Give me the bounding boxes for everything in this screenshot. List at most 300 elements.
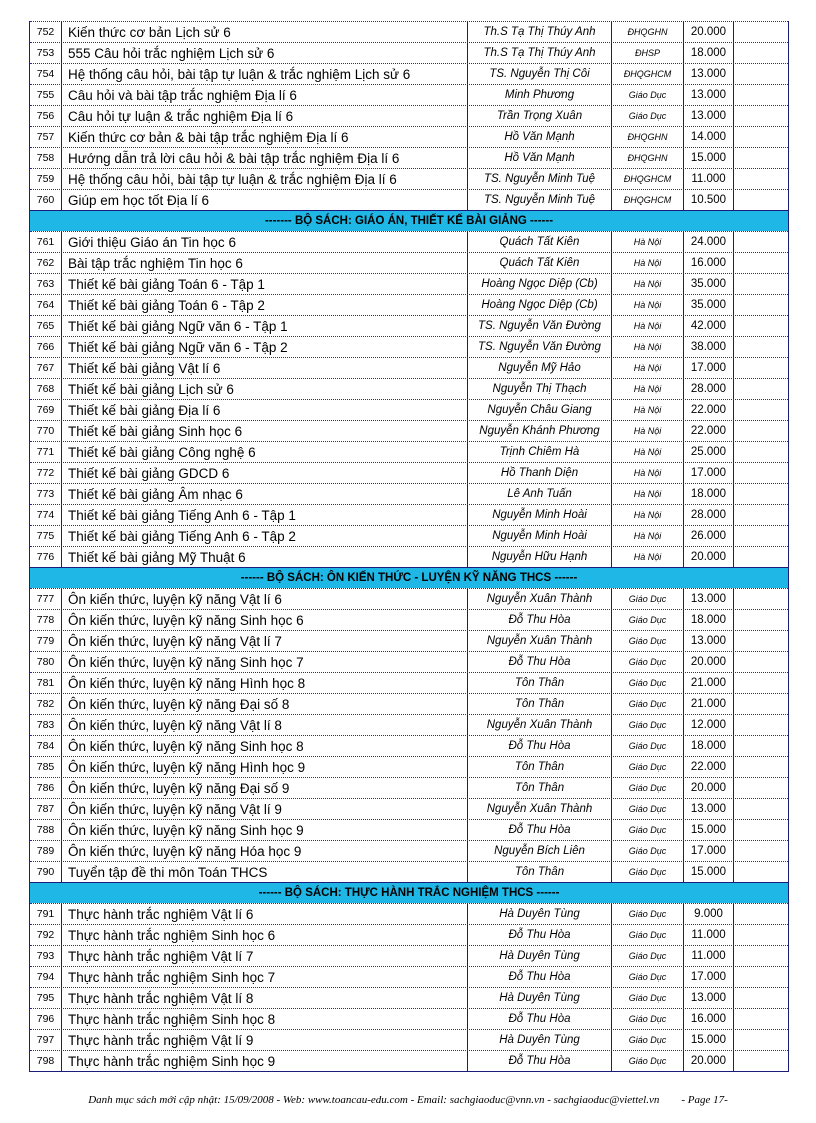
book-publisher: Hà Nội bbox=[612, 505, 684, 525]
row-number: 787 bbox=[30, 799, 62, 819]
table-row bbox=[30, 1008, 788, 1029]
book-price: 20.000 bbox=[684, 547, 734, 567]
table-row bbox=[30, 651, 788, 672]
book-title: Kiến thức cơ bản & bài tập trắc nghiệm Địa lí 6 bbox=[62, 127, 468, 147]
book-author: Tôn Thân bbox=[468, 757, 612, 777]
order-quantity-cell bbox=[734, 988, 788, 1008]
row-number: 761 bbox=[30, 232, 62, 252]
book-publisher: Giáo Dục bbox=[612, 715, 684, 735]
book-publisher: Giáo Dục bbox=[612, 925, 684, 945]
book-title: Bài tập trắc nghiệm Tin học 6 bbox=[62, 253, 468, 273]
book-author: Đỗ Thu Hòa bbox=[468, 967, 612, 987]
book-author: Quách Tất Kiên bbox=[468, 253, 612, 273]
order-quantity-cell bbox=[734, 148, 788, 168]
book-price: 17.000 bbox=[684, 967, 734, 987]
book-publisher: ĐHQGHN bbox=[612, 22, 684, 42]
book-publisher: Giáo Dục bbox=[612, 841, 684, 861]
book-title: Thiết kế bài giảng Mỹ Thuật 6 bbox=[62, 547, 468, 567]
book-publisher: ĐHQGHCM bbox=[612, 190, 684, 210]
book-price: 20.000 bbox=[684, 652, 734, 672]
book-price: 15.000 bbox=[684, 862, 734, 882]
book-price: 18.000 bbox=[684, 43, 734, 63]
row-number: 797 bbox=[30, 1030, 62, 1050]
book-price: 13.000 bbox=[684, 589, 734, 609]
book-author: Đỗ Thu Hòa bbox=[468, 1009, 612, 1029]
book-author: TS. Nguyễn Thị Côi bbox=[468, 64, 612, 84]
row-number: 765 bbox=[30, 316, 62, 336]
book-publisher: Giáo Dục bbox=[612, 631, 684, 651]
book-publisher: Hà Nội bbox=[612, 379, 684, 399]
book-author: Trần Trọng Xuân bbox=[468, 106, 612, 126]
book-price: 11.000 bbox=[684, 925, 734, 945]
book-price: 18.000 bbox=[684, 610, 734, 630]
order-quantity-cell bbox=[734, 484, 788, 504]
book-publisher: Giáo Dục bbox=[612, 610, 684, 630]
order-quantity-cell bbox=[734, 757, 788, 777]
book-publisher: Giáo Dục bbox=[612, 589, 684, 609]
order-quantity-cell bbox=[734, 22, 788, 42]
book-price: 12.000 bbox=[684, 715, 734, 735]
book-title: Thiết kế bài giảng GDCD 6 bbox=[62, 463, 468, 483]
row-number: 753 bbox=[30, 43, 62, 63]
book-publisher: Giáo Dục bbox=[612, 652, 684, 672]
book-title: Hệ thống câu hỏi, bài tập tự luận & trắc nghiệm Địa lí 6 bbox=[62, 169, 468, 189]
table-row bbox=[30, 273, 788, 294]
table-row bbox=[30, 966, 788, 987]
book-title: Thực hành trắc nghiệm Sinh học 6 bbox=[62, 925, 468, 945]
order-quantity-cell bbox=[734, 64, 788, 84]
table-row bbox=[30, 714, 788, 735]
book-title: Ôn kiến thức, luyện kỹ năng Hóa học 9 bbox=[62, 841, 468, 861]
row-number: 790 bbox=[30, 862, 62, 882]
book-title: Ôn kiến thức, luyện kỹ năng Vật lí 9 bbox=[62, 799, 468, 819]
book-price: 21.000 bbox=[684, 694, 734, 714]
book-publisher: ĐHSP bbox=[612, 43, 684, 63]
row-number: 785 bbox=[30, 757, 62, 777]
book-publisher: Giáo Dục bbox=[612, 862, 684, 882]
order-quantity-cell bbox=[734, 631, 788, 651]
row-number: 794 bbox=[30, 967, 62, 987]
table-row bbox=[30, 840, 788, 861]
row-number: 759 bbox=[30, 169, 62, 189]
book-publisher: Giáo Dục bbox=[612, 85, 684, 105]
row-number: 770 bbox=[30, 421, 62, 441]
table-row bbox=[30, 63, 788, 84]
book-author: Hồ Văn Mạnh bbox=[468, 127, 612, 147]
book-author: Tôn Thân bbox=[468, 694, 612, 714]
book-title: Ôn kiến thức, luyện kỹ năng Hình học 8 bbox=[62, 673, 468, 693]
book-publisher: Hà Nội bbox=[612, 463, 684, 483]
order-quantity-cell bbox=[734, 547, 788, 567]
table-row bbox=[30, 735, 788, 756]
book-author: Nguyễn Xuân Thành bbox=[468, 799, 612, 819]
table-row bbox=[30, 609, 788, 630]
book-publisher: Hà Nội bbox=[612, 274, 684, 294]
book-author: Trịnh Chiêm Hà bbox=[468, 442, 612, 462]
book-price: 17.000 bbox=[684, 358, 734, 378]
row-number: 767 bbox=[30, 358, 62, 378]
book-title: Thiết kế bài giảng Vật lí 6 bbox=[62, 358, 468, 378]
book-price: 38.000 bbox=[684, 337, 734, 357]
page-number: - Page 17- bbox=[681, 1094, 728, 1106]
row-number: 786 bbox=[30, 778, 62, 798]
book-price: 22.000 bbox=[684, 757, 734, 777]
table-row bbox=[30, 399, 788, 420]
row-number: 778 bbox=[30, 610, 62, 630]
book-title: Thiết kế bài giảng Ngữ văn 6 - Tập 1 bbox=[62, 316, 468, 336]
book-title: Ôn kiến thức, luyện kỹ năng Sinh học 7 bbox=[62, 652, 468, 672]
order-quantity-cell bbox=[734, 337, 788, 357]
order-quantity-cell bbox=[734, 400, 788, 420]
table-row bbox=[30, 777, 788, 798]
row-number: 796 bbox=[30, 1009, 62, 1029]
table-row bbox=[30, 672, 788, 693]
book-author: TS. Nguyễn Minh Tuệ bbox=[468, 169, 612, 189]
row-number: 776 bbox=[30, 547, 62, 567]
book-publisher: Giáo Dục bbox=[612, 1051, 684, 1071]
book-author: Hoàng Ngọc Diệp (Cb) bbox=[468, 295, 612, 315]
book-price: 21.000 bbox=[684, 673, 734, 693]
order-quantity-cell bbox=[734, 946, 788, 966]
table-row bbox=[30, 798, 788, 819]
book-price: 9.000 bbox=[684, 904, 734, 924]
book-title: Thực hành trắc nghiệm Sinh học 9 bbox=[62, 1051, 468, 1071]
book-author: Nguyễn Xuân Thành bbox=[468, 589, 612, 609]
book-price: 11.000 bbox=[684, 946, 734, 966]
row-number: 755 bbox=[30, 85, 62, 105]
book-title: Hướng dẫn trả lời câu hỏi & bài tập trắc nghiệm Địa lí 6 bbox=[62, 148, 468, 168]
book-title: 555 Câu hỏi trắc nghiệm Lịch sử 6 bbox=[62, 43, 468, 63]
book-publisher: Hà Nội bbox=[612, 253, 684, 273]
row-number: 773 bbox=[30, 484, 62, 504]
book-publisher: Giáo Dục bbox=[612, 946, 684, 966]
table-row bbox=[30, 756, 788, 777]
order-quantity-cell bbox=[734, 673, 788, 693]
book-price: 13.000 bbox=[684, 106, 734, 126]
book-price: 22.000 bbox=[684, 400, 734, 420]
book-author: Đỗ Thu Hòa bbox=[468, 652, 612, 672]
order-quantity-cell bbox=[734, 190, 788, 210]
book-publisher: Hà Nội bbox=[612, 358, 684, 378]
order-quantity-cell bbox=[734, 799, 788, 819]
book-publisher: Giáo Dục bbox=[612, 1009, 684, 1029]
row-number: 774 bbox=[30, 505, 62, 525]
table-row bbox=[30, 987, 788, 1008]
book-publisher: Hà Nội bbox=[612, 442, 684, 462]
book-title: Thiết kế bài giảng Âm nhạc 6 bbox=[62, 484, 468, 504]
row-number: 758 bbox=[30, 148, 62, 168]
book-price: 28.000 bbox=[684, 379, 734, 399]
table-row bbox=[30, 588, 788, 609]
book-author: Th.S Tạ Thị Thúy Anh bbox=[468, 22, 612, 42]
row-number: 762 bbox=[30, 253, 62, 273]
row-number: 779 bbox=[30, 631, 62, 651]
book-price: 13.000 bbox=[684, 85, 734, 105]
book-publisher: ĐHQGHCM bbox=[612, 169, 684, 189]
book-title: Thiết kế bài giảng Ngữ văn 6 - Tập 2 bbox=[62, 337, 468, 357]
book-author: Nguyễn Mỹ Hảo bbox=[468, 358, 612, 378]
row-number: 768 bbox=[30, 379, 62, 399]
row-number: 760 bbox=[30, 190, 62, 210]
table-row bbox=[30, 315, 788, 336]
book-author: TS. Nguyễn Văn Đường bbox=[468, 316, 612, 336]
book-title: Ôn kiến thức, luyện kỹ năng Đại số 8 bbox=[62, 694, 468, 714]
book-publisher: Giáo Dục bbox=[612, 904, 684, 924]
book-publisher: Giáo Dục bbox=[612, 967, 684, 987]
book-author: Nguyễn Châu Giang bbox=[468, 400, 612, 420]
book-title: Ôn kiến thức, luyện kỹ năng Vật lí 7 bbox=[62, 631, 468, 651]
row-number: 752 bbox=[30, 22, 62, 42]
book-price: 13.000 bbox=[684, 988, 734, 1008]
order-quantity-cell bbox=[734, 463, 788, 483]
book-title: Thiết kế bài giảng Toán 6 - Tập 1 bbox=[62, 274, 468, 294]
book-publisher: Hà Nội bbox=[612, 295, 684, 315]
book-title: Ôn kiến thức, luyện kỹ năng Hình học 9 bbox=[62, 757, 468, 777]
row-number: 792 bbox=[30, 925, 62, 945]
table-row bbox=[30, 504, 788, 525]
book-price: 13.000 bbox=[684, 799, 734, 819]
book-price: 35.000 bbox=[684, 295, 734, 315]
order-quantity-cell bbox=[734, 736, 788, 756]
book-author: Hồ Văn Mạnh bbox=[468, 148, 612, 168]
table-row bbox=[30, 441, 788, 462]
book-publisher: Hà Nội bbox=[612, 547, 684, 567]
book-title: Thiết kế bài giảng Tiếng Anh 6 - Tập 1 bbox=[62, 505, 468, 525]
order-quantity-cell bbox=[734, 652, 788, 672]
book-price: 42.000 bbox=[684, 316, 734, 336]
book-title: Hệ thống câu hỏi, bài tập tự luận & trắc nghiệm Lịch sử 6 bbox=[62, 64, 468, 84]
book-price: 11.000 bbox=[684, 169, 734, 189]
book-price: 20.000 bbox=[684, 778, 734, 798]
order-quantity-cell bbox=[734, 85, 788, 105]
order-quantity-cell bbox=[734, 295, 788, 315]
book-title: Ôn kiến thức, luyện kỹ năng Vật lí 8 bbox=[62, 715, 468, 735]
row-number: 777 bbox=[30, 589, 62, 609]
order-quantity-cell bbox=[734, 253, 788, 273]
book-author: Lê Anh Tuấn bbox=[468, 484, 612, 504]
book-author: Nguyễn Xuân Thành bbox=[468, 631, 612, 651]
book-author: Tôn Thân bbox=[468, 673, 612, 693]
order-quantity-cell bbox=[734, 1009, 788, 1029]
book-publisher: Giáo Dục bbox=[612, 673, 684, 693]
book-publisher: Hà Nội bbox=[612, 316, 684, 336]
book-author: Nguyễn Khánh Phương bbox=[468, 421, 612, 441]
order-quantity-cell bbox=[734, 841, 788, 861]
book-author: Đỗ Thu Hòa bbox=[468, 925, 612, 945]
book-publisher: Giáo Dục bbox=[612, 757, 684, 777]
book-price: 15.000 bbox=[684, 1030, 734, 1050]
table-row bbox=[30, 126, 788, 147]
row-number: 789 bbox=[30, 841, 62, 861]
book-title: Thiết kế bài giảng Địa lí 6 bbox=[62, 400, 468, 420]
order-quantity-cell bbox=[734, 862, 788, 882]
table-row bbox=[30, 336, 788, 357]
book-price: 13.000 bbox=[684, 64, 734, 84]
order-quantity-cell bbox=[734, 316, 788, 336]
book-author: Nguyễn Minh Hoài bbox=[468, 526, 612, 546]
book-title: Thiết kế bài giảng Công nghệ 6 bbox=[62, 442, 468, 462]
row-number: 780 bbox=[30, 652, 62, 672]
book-author: Nguyễn Hữu Hạnh bbox=[468, 547, 612, 567]
book-title: Giới thiệu Giáo án Tin học 6 bbox=[62, 232, 468, 252]
book-publisher: ĐHQGHN bbox=[612, 127, 684, 147]
book-author: Hoàng Ngọc Diệp (Cb) bbox=[468, 274, 612, 294]
order-quantity-cell bbox=[734, 694, 788, 714]
book-price: 28.000 bbox=[684, 505, 734, 525]
table-row bbox=[30, 168, 788, 189]
row-number: 798 bbox=[30, 1051, 62, 1071]
book-publisher: Giáo Dục bbox=[612, 736, 684, 756]
order-quantity-cell bbox=[734, 1051, 788, 1071]
book-title: Thiết kế bài giảng Sinh học 6 bbox=[62, 421, 468, 441]
book-author: Nguyễn Minh Hoài bbox=[468, 505, 612, 525]
book-price: 10.500 bbox=[684, 190, 734, 210]
page-footer bbox=[0, 1094, 816, 1106]
order-quantity-cell bbox=[734, 925, 788, 945]
row-number: 784 bbox=[30, 736, 62, 756]
book-publisher: Hà Nội bbox=[612, 337, 684, 357]
order-quantity-cell bbox=[734, 715, 788, 735]
order-quantity-cell bbox=[734, 589, 788, 609]
row-number: 793 bbox=[30, 946, 62, 966]
row-number: 795 bbox=[30, 988, 62, 1008]
book-author: Đỗ Thu Hòa bbox=[468, 736, 612, 756]
book-author: Nguyễn Thị Thạch bbox=[468, 379, 612, 399]
order-quantity-cell bbox=[734, 442, 788, 462]
book-title: Câu hỏi tự luận & trắc nghiệm Địa lí 6 bbox=[62, 106, 468, 126]
table-row bbox=[30, 84, 788, 105]
section-header: ------- BỘ SÁCH: GIÁO ÁN, THIẾT KẾ BÀI GIẢNG ------ bbox=[30, 210, 788, 231]
book-publisher: Giáo Dục bbox=[612, 1030, 684, 1050]
book-price: 20.000 bbox=[684, 1051, 734, 1071]
table-row bbox=[30, 357, 788, 378]
section-header: ------ BỘ SÁCH: THỰC HÀNH TRẮC NGHIỆM THCS ------ bbox=[30, 882, 788, 903]
book-title: Kiến thức cơ bản Lịch sử 6 bbox=[62, 22, 468, 42]
table-row bbox=[30, 189, 788, 210]
book-author: Hà Duyên Tùng bbox=[468, 904, 612, 924]
book-price: 18.000 bbox=[684, 484, 734, 504]
book-author: Th.S Tạ Thị Thúy Anh bbox=[468, 43, 612, 63]
row-number: 771 bbox=[30, 442, 62, 462]
book-author: Hồ Thanh Diện bbox=[468, 463, 612, 483]
table-row bbox=[30, 693, 788, 714]
table-row bbox=[30, 819, 788, 840]
book-title: Ôn kiến thức, luyện kỹ năng Sinh học 9 bbox=[62, 820, 468, 840]
book-author: Hà Duyên Tùng bbox=[468, 1030, 612, 1050]
book-title: Ôn kiến thức, luyện kỹ năng Vật lí 6 bbox=[62, 589, 468, 609]
book-price: 25.000 bbox=[684, 442, 734, 462]
order-quantity-cell bbox=[734, 274, 788, 294]
book-publisher: ĐHQGHN bbox=[612, 148, 684, 168]
book-title: Thực hành trắc nghiệm Sinh học 8 bbox=[62, 1009, 468, 1029]
table-row bbox=[30, 945, 788, 966]
book-catalog-table bbox=[29, 21, 789, 1072]
book-title: Câu hỏi và bài tập trắc nghiệm Địa lí 6 bbox=[62, 85, 468, 105]
order-quantity-cell bbox=[734, 232, 788, 252]
book-author: Quách Tất Kiên bbox=[468, 232, 612, 252]
book-author: Đỗ Thu Hòa bbox=[468, 610, 612, 630]
book-author: Nguyễn Bích Liên bbox=[468, 841, 612, 861]
book-price: 17.000 bbox=[684, 841, 734, 861]
table-row bbox=[30, 525, 788, 546]
book-author: Nguyễn Xuân Thành bbox=[468, 715, 612, 735]
book-title: Thực hành trắc nghiệm Vật lí 6 bbox=[62, 904, 468, 924]
book-author: Tôn Thân bbox=[468, 778, 612, 798]
book-publisher: Hà Nội bbox=[612, 421, 684, 441]
row-number: 772 bbox=[30, 463, 62, 483]
table-row bbox=[30, 21, 788, 42]
book-publisher: Giáo Dục bbox=[612, 694, 684, 714]
table-row bbox=[30, 231, 788, 252]
row-number: 754 bbox=[30, 64, 62, 84]
table-row bbox=[30, 420, 788, 441]
table-row bbox=[30, 924, 788, 945]
row-number: 788 bbox=[30, 820, 62, 840]
book-title: Ôn kiến thức, luyện kỹ năng Sinh học 8 bbox=[62, 736, 468, 756]
table-row bbox=[30, 483, 788, 504]
order-quantity-cell bbox=[734, 421, 788, 441]
book-author: Hà Duyên Tùng bbox=[468, 946, 612, 966]
table-row bbox=[30, 378, 788, 399]
footer-text: Danh mục sách mới cập nhật: 15/09/2008 - Web: www.toancau-edu.com - Email: sachgiaoduc@vnn.vn - sachgiaoduc@viettel.vn bbox=[88, 1094, 660, 1106]
table-row bbox=[30, 294, 788, 315]
book-author: Minh Phương bbox=[468, 85, 612, 105]
book-title: Ôn kiến thức, luyện kỹ năng Sinh học 6 bbox=[62, 610, 468, 630]
book-price: 22.000 bbox=[684, 421, 734, 441]
book-publisher: Giáo Dục bbox=[612, 988, 684, 1008]
book-price: 17.000 bbox=[684, 463, 734, 483]
book-author: TS. Nguyễn Minh Tuệ bbox=[468, 190, 612, 210]
order-quantity-cell bbox=[734, 1030, 788, 1050]
order-quantity-cell bbox=[734, 379, 788, 399]
book-author: Hà Duyên Tùng bbox=[468, 988, 612, 1008]
book-title: Tuyển tập đề thi môn Toán THCS bbox=[62, 862, 468, 882]
row-number: 775 bbox=[30, 526, 62, 546]
book-title: Thiết kế bài giảng Tiếng Anh 6 - Tập 2 bbox=[62, 526, 468, 546]
book-publisher: Hà Nội bbox=[612, 484, 684, 504]
book-title: Giúp em học tốt Địa lí 6 bbox=[62, 190, 468, 210]
order-quantity-cell bbox=[734, 967, 788, 987]
order-quantity-cell bbox=[734, 820, 788, 840]
book-price: 24.000 bbox=[684, 232, 734, 252]
order-quantity-cell bbox=[734, 43, 788, 63]
section-header: ------ BỘ SÁCH: ÔN KIẾN THỨC - LUYỆN KỸ NĂNG THCS ------ bbox=[30, 567, 788, 588]
order-quantity-cell bbox=[734, 358, 788, 378]
order-quantity-cell bbox=[734, 904, 788, 924]
book-price: 16.000 bbox=[684, 1009, 734, 1029]
book-price: 15.000 bbox=[684, 148, 734, 168]
book-title: Thiết kế bài giảng Lịch sử 6 bbox=[62, 379, 468, 399]
book-price: 16.000 bbox=[684, 253, 734, 273]
book-price: 15.000 bbox=[684, 820, 734, 840]
table-row bbox=[30, 630, 788, 651]
order-quantity-cell bbox=[734, 127, 788, 147]
row-number: 766 bbox=[30, 337, 62, 357]
book-author: Đỗ Thu Hòa bbox=[468, 1051, 612, 1071]
table-row bbox=[30, 462, 788, 483]
row-number: 757 bbox=[30, 127, 62, 147]
book-price: 14.000 bbox=[684, 127, 734, 147]
row-number: 781 bbox=[30, 673, 62, 693]
row-number: 791 bbox=[30, 904, 62, 924]
order-quantity-cell bbox=[734, 526, 788, 546]
row-number: 756 bbox=[30, 106, 62, 126]
table-row bbox=[30, 252, 788, 273]
table-row bbox=[30, 147, 788, 168]
row-number: 783 bbox=[30, 715, 62, 735]
table-row bbox=[30, 546, 788, 567]
book-title: Thực hành trắc nghiệm Vật lí 8 bbox=[62, 988, 468, 1008]
